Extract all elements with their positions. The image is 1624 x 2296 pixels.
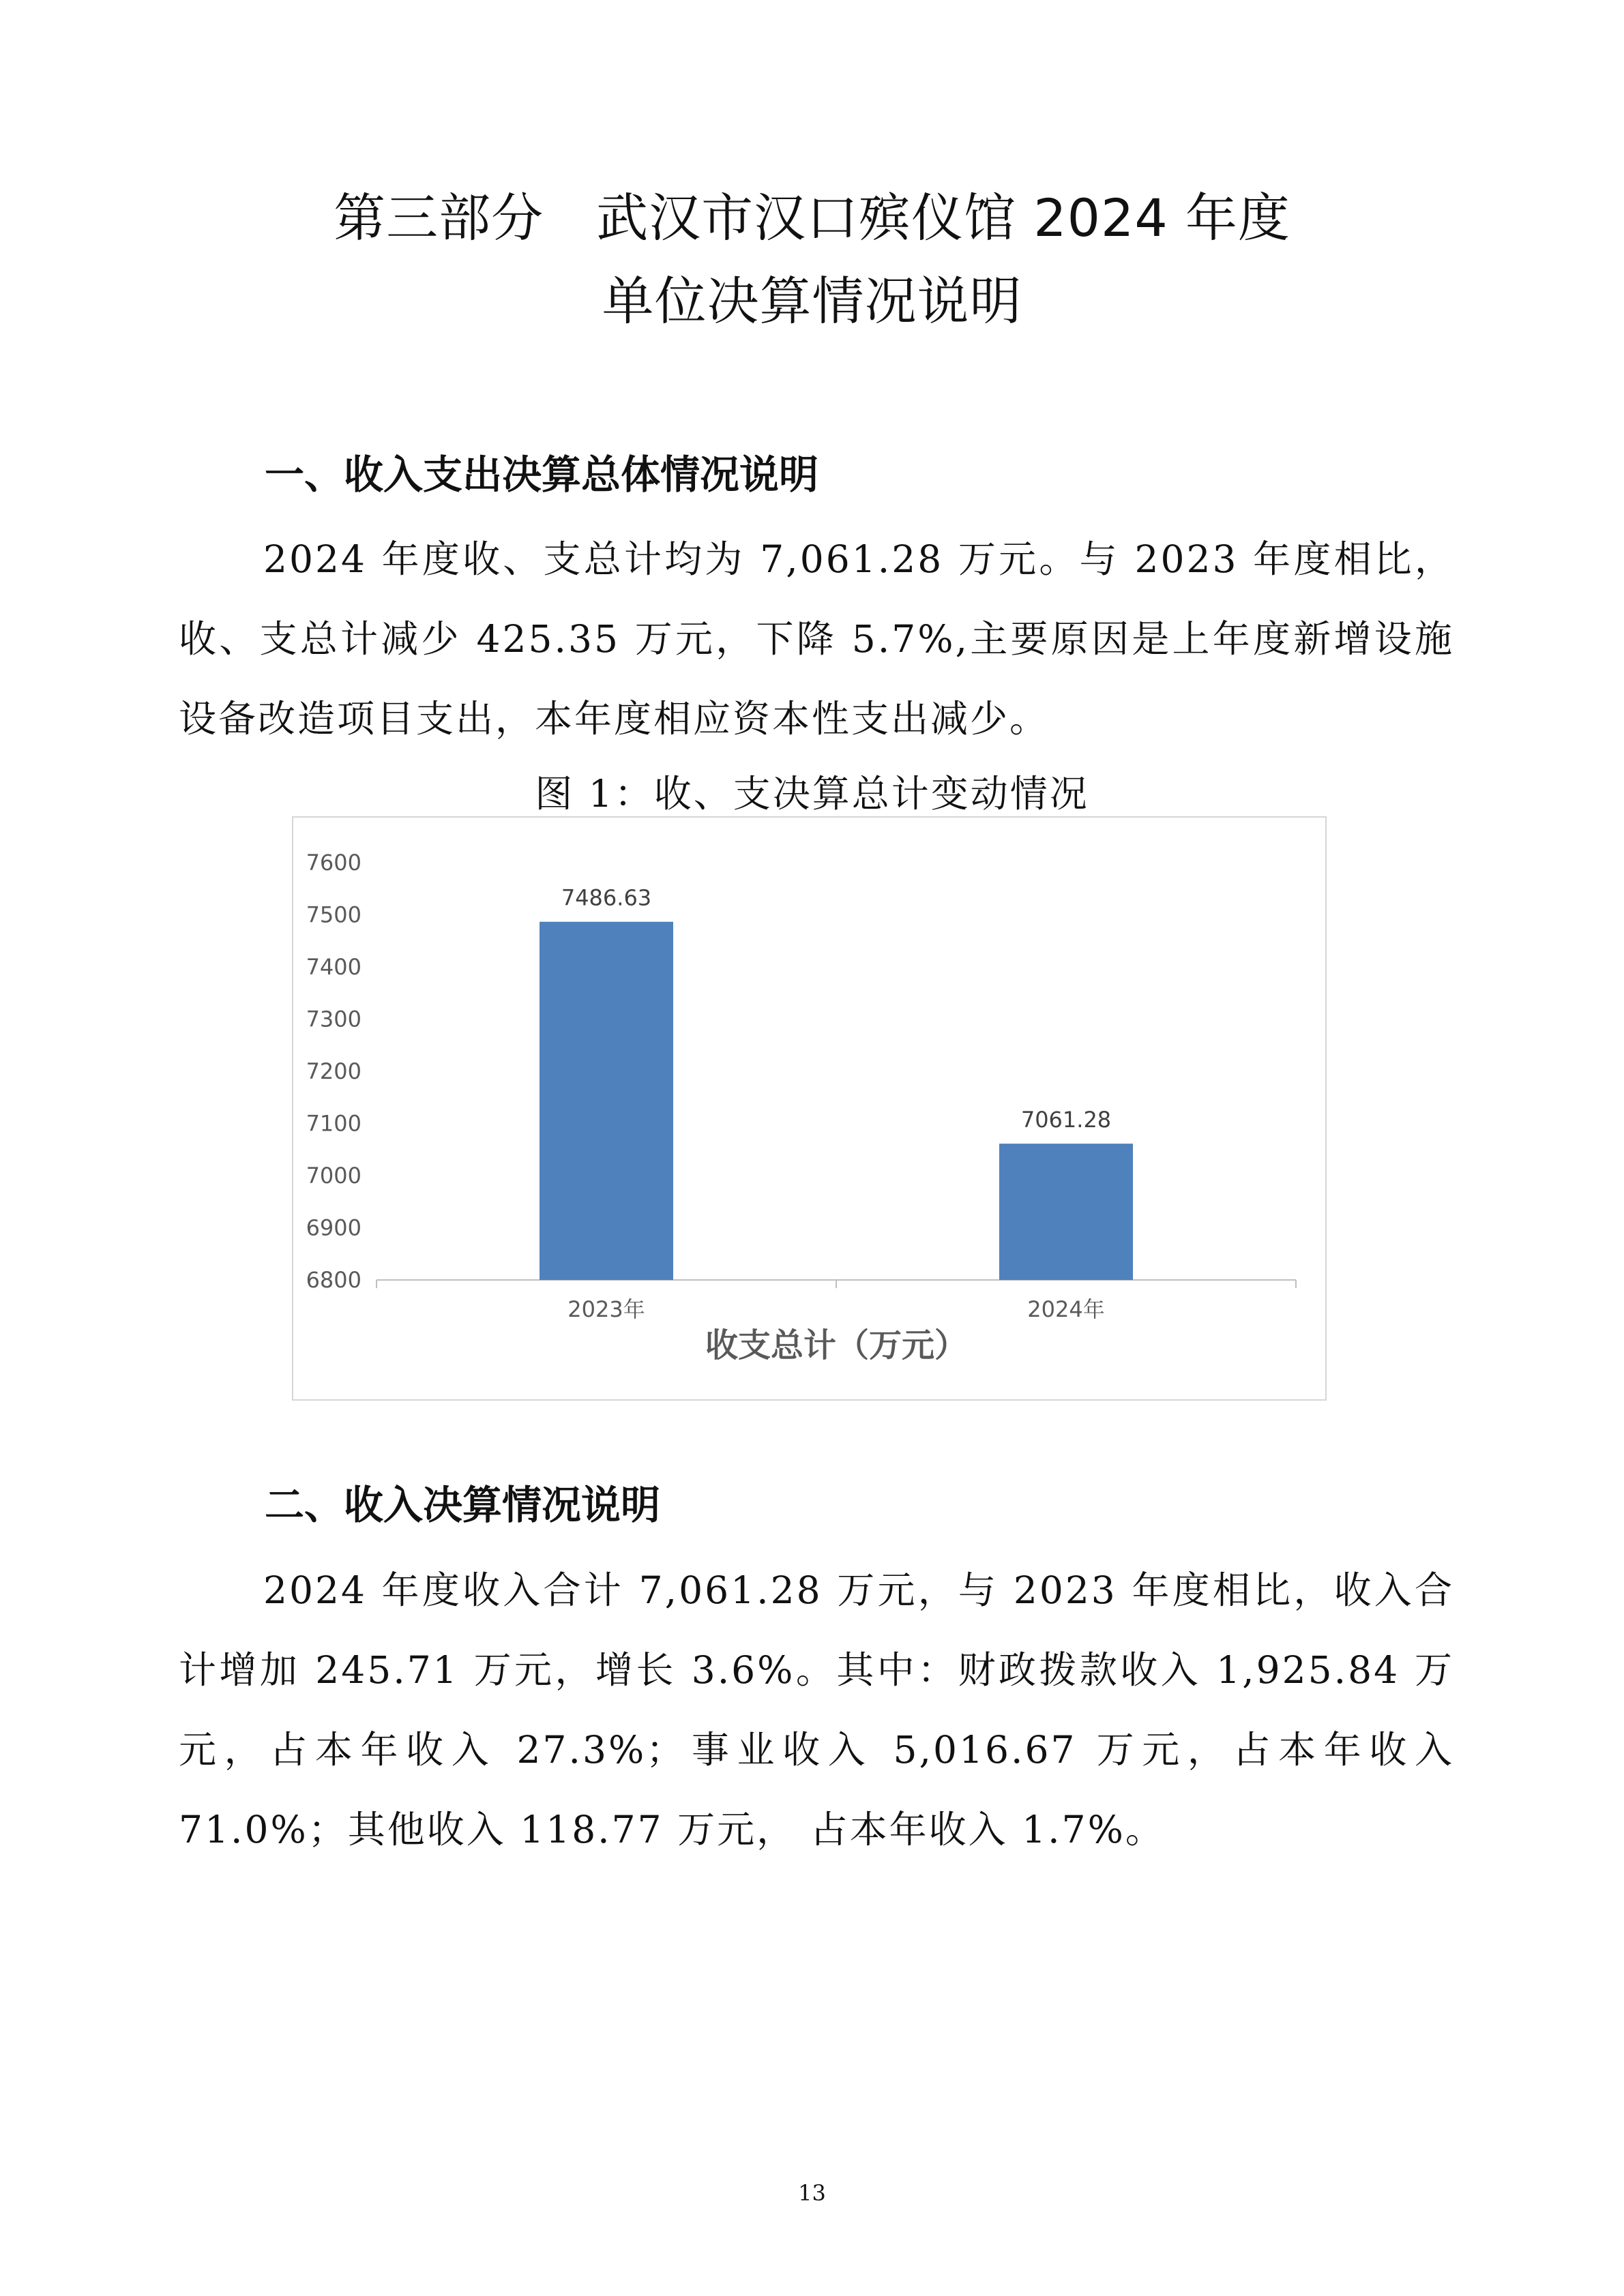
y-tick-label: 7600 — [306, 850, 361, 876]
bar-chart-svg — [293, 818, 1325, 1399]
bar-data-label: 7486.63 — [561, 884, 652, 911]
bars — [540, 885, 1133, 1280]
x-tick-label: 2024年 — [1027, 1296, 1105, 1322]
section-heading-overall: 一、收入支出决算总体情况说明 — [265, 451, 819, 498]
bar-chart — [292, 816, 1327, 1401]
y-tick-label: 6900 — [306, 1214, 361, 1241]
bar-data-label: 7061.28 — [1020, 1107, 1112, 1133]
y-tick-label: 7100 — [306, 1110, 361, 1137]
paragraph-overall: 2024 年度收、支总计均为 7,061.28 万元。与 2023 年度相比，收、支总计减少 425.35 万元，下降 5.7%,主要原因是上年度新增设施设备改造项目支出，本年度相应资本性支出减少。 — [179, 537, 1454, 741]
bar — [999, 1144, 1133, 1280]
figure-caption: 图 1：收、支决算总计变动情况 — [535, 772, 1089, 816]
x-tick-label: 2023年 — [567, 1296, 645, 1322]
section-heading-income: 二、收入决算情况说明 — [265, 1482, 661, 1528]
y-axis-ticks — [306, 850, 361, 1293]
x-axis-labels — [377, 1280, 1296, 1322]
y-tick-label: 7400 — [306, 954, 361, 980]
y-tick-label: 7300 — [306, 1006, 361, 1032]
y-tick-label: 7000 — [306, 1163, 361, 1189]
bar — [540, 922, 673, 1280]
paragraph-income: 2024 年度收入合计 7,061.28 万元，与 2023 年度相比，收入合计增加 245.71 万元，增长 3.6%。其中：财政拨款收入 1,925.84 万元，占本年收入 27.3%；事业收入 5,016.67 万元，占本年收入 71.0%；其他收入 118.77 万元， 占本年收入 1.7%。 — [179, 1568, 1454, 1851]
y-tick-label: 6800 — [306, 1267, 361, 1293]
chart-title: 收支总计（万元） — [705, 1326, 968, 1365]
page-title-line2: 单位决算情况说明 — [602, 271, 1022, 331]
page-title-line1: 第三部分 武汉市汉口殡仪馆 2024 年度 — [334, 188, 1290, 248]
page-number: 13 — [798, 2180, 826, 2206]
y-tick-label: 7500 — [306, 901, 361, 928]
y-tick-label: 7200 — [306, 1058, 361, 1084]
